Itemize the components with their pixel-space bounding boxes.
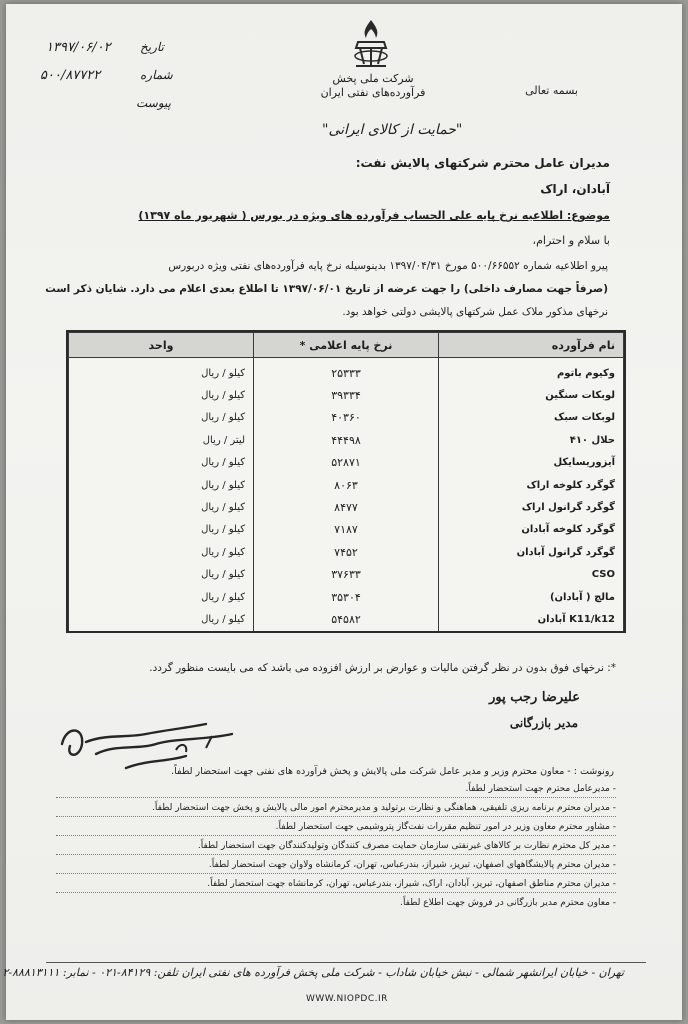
nioc-flame-logo-icon	[346, 18, 396, 72]
product-cell: CSO	[439, 564, 624, 586]
unit-cell: کیلو / ریال	[69, 608, 254, 630]
cc-divider	[56, 892, 616, 893]
cc-item: - معاون محترم مدیر بازرگانی در فروش جهت اطلاع لطفاً.	[400, 898, 616, 908]
table-row	[69, 474, 624, 496]
product-cell: حلال ۴۱۰	[439, 429, 624, 451]
signatory-name: علیرضا رجب پور	[489, 690, 580, 705]
table-row	[69, 358, 624, 385]
unit-cell: کیلو / ریال	[69, 474, 254, 496]
product-cell: وکیوم باتوم	[439, 358, 624, 385]
rate-cell: ۷۴۵۲	[254, 541, 439, 563]
cc-item: - مدیران محترم پالایشگاههای اصفهان، تبریز، شیراز، بندرعباس، تهران، کرمانشاه ولاوان جهت استحضار لطفاً.	[208, 860, 616, 870]
unit-cell: کیلو / ریال	[69, 496, 254, 518]
table-row	[69, 519, 624, 541]
product-cell: گوگرد کلوخه آبادان	[439, 519, 624, 541]
table-row	[69, 496, 624, 518]
product-cell: لوبکات سبک	[439, 407, 624, 429]
rate-cell: ۸۰۶۳	[254, 474, 439, 496]
header-rate: نرخ پایه اعلامی *	[254, 333, 439, 358]
cc-item: - مدیران محترم برنامه ریزی تلفیقی، هماهنگی و نظارت برتولید و مدیرمحترم امور مالی پالایش و پخش جهت استحضار لطفاً.	[152, 803, 616, 813]
rate-cell: ۳۷۶۳۳	[254, 564, 439, 586]
date-label: تاریخ	[140, 40, 164, 54]
header-product: نام فرآورده	[439, 333, 624, 358]
table-row	[69, 564, 624, 586]
paragraph-line: نرخهای مذکور ملاک عمل شرکتهای پالایشی دولتی خواهد بود.	[342, 306, 608, 318]
rate-cell: ۷۱۸۷	[254, 519, 439, 541]
rate-cell: ۲۵۳۳۳	[254, 358, 439, 385]
signatory-title: مدیر بازرگانی	[509, 716, 578, 730]
greeting: با سلام و احترام،	[532, 234, 610, 247]
cc-item: - مدیرعامل محترم جهت استحضار لطفاً.	[465, 784, 616, 794]
cc-divider	[56, 797, 616, 798]
basmala: بسمه تعالی	[525, 84, 578, 97]
rate-cell: ۴۴۴۹۸	[254, 429, 439, 451]
table-row	[69, 608, 624, 630]
unit-cell: کیلو / ریال	[69, 586, 254, 608]
unit-cell: کیلو / ریال	[69, 564, 254, 586]
product-cell: مالچ ( آبادان)	[439, 586, 624, 608]
tax-note: *: نرخهای فوق بدون در نظر گرفتن مالیات و عوارض بر ارزش افزوده می باشد که می بایست منظور گردد.	[149, 662, 616, 674]
cc-item: - مشاور محترم معاون وزیر در امور تنظیم مقررات نفت‌گاز پتروشیمی جهت استحضار لطفاً.	[275, 822, 616, 832]
unit-cell: کیلو / ریال	[69, 541, 254, 563]
number-label: شماره	[140, 68, 173, 82]
table-row	[69, 429, 624, 451]
number-value: ۵۰۰/۸۷۷۲۲	[40, 68, 101, 83]
table-row	[69, 384, 624, 406]
cc-item: - مدیر کل محترم نظارت بر کالاهای غیرنفتی سازمان حمایت مصرف کنندگان وتولیدکنندگان جهت استحضار لطفاً.	[197, 841, 616, 851]
letter-page	[2, 4, 682, 1020]
footer-address: تهران - خیابان ایرانشهر شمالی - نبش خیابان شاداب - شرکت ملی پخش فرآورده های نفتی ایران تلفن: ۸۴۱۲۹-۰۲۱ - نمابر: ۸۸۸۱۳۱۱۱-۲	[2, 966, 624, 979]
product-cell: گوگرد گرانول آبادان	[439, 541, 624, 563]
product-cell: آیزوریسایکل	[439, 452, 624, 474]
unit-cell: کیلو / ریال	[69, 384, 254, 406]
paragraph-line: (صرفاً جهت مصارف داخلی) را جهت عرضه از تاریخ ۱۳۹۷/۰۶/۰۱ تا اطلاع بعدی اعلام می دارد. شایان ذکر است	[45, 283, 608, 295]
paragraph-line: پیرو اطلاعیه شماره ۵۰۰/۶۶۵۵۲ مورخ ۱۳۹۷/۰۴/۳۱ بدینوسیله نرخ پایه فرآورده‌های نفتی ویژه دربورس	[168, 260, 608, 272]
date-value: ۱۳۹۷/۰۶/۰۲	[46, 40, 111, 55]
product-cell: K11/k12 آبادان	[439, 608, 624, 630]
table-row	[69, 407, 624, 429]
table-row	[69, 452, 624, 474]
table-row	[69, 586, 624, 608]
cities: آبادان، اراک	[540, 182, 610, 196]
cc-divider	[56, 816, 616, 817]
rate-cell: ۸۴۷۷	[254, 496, 439, 518]
unit-cell: کیلو / ریال	[69, 519, 254, 541]
cc-label: رونوشت : - معاون محترم وزیر و مدیر عامل شرکت ملی پالایش و پخش فرآورده های نفتی جهت استحضار لطفاً.	[171, 766, 614, 777]
footer-divider	[46, 962, 646, 963]
company-name: شرکت ملی پخش فرآورده‌های نفتی ایران	[320, 72, 426, 99]
rates-table	[66, 330, 626, 633]
unit-cell: کیلو / ریال	[69, 452, 254, 474]
product-cell: گوگرد گرانول اراک	[439, 496, 624, 518]
unit-cell: کیلو / ریال	[69, 358, 254, 385]
addressee: مدیران عامل محترم شرکتهای پالایش نفت:	[355, 156, 610, 170]
cc-divider	[56, 873, 616, 874]
cc-divider	[56, 854, 616, 855]
header-unit: واحد	[69, 333, 254, 358]
rate-cell: ۳۹۳۳۴	[254, 384, 439, 406]
footer-website: WWW.NIOPDC.IR	[306, 994, 388, 1004]
table-row	[69, 541, 624, 563]
subject: موضوع: اطلاعیه نرخ پایه علی الحساب فرآورده های ویژه در بورس ( شهریور ماه ۱۳۹۷)	[138, 209, 610, 222]
unit-cell: کیلو / ریال	[69, 407, 254, 429]
unit-cell: لیتر / ریال	[69, 429, 254, 451]
rate-cell: ۴۰۳۶۰	[254, 407, 439, 429]
rate-cell: ۵۴۵۸۲	[254, 608, 439, 630]
attachment-label: پیوست	[136, 96, 171, 110]
table-header-row	[69, 333, 624, 358]
cc-divider	[56, 835, 616, 836]
product-cell: گوگرد کلوخه اراک	[439, 474, 624, 496]
rate-cell: ۳۵۳۰۴	[254, 586, 439, 608]
product-cell: لوبکات سنگین	[439, 384, 624, 406]
slogan: "حمایت از کالای ایرانی"	[322, 122, 463, 138]
rate-cell: ۵۲۸۷۱	[254, 452, 439, 474]
cc-item: - مدیران محترم مناطق اصفهان، تبریز، آبادان، اراک، شیراز، بندرعباس، تهران، کرمانشاه جهت استحضار لطفاً.	[207, 879, 616, 889]
